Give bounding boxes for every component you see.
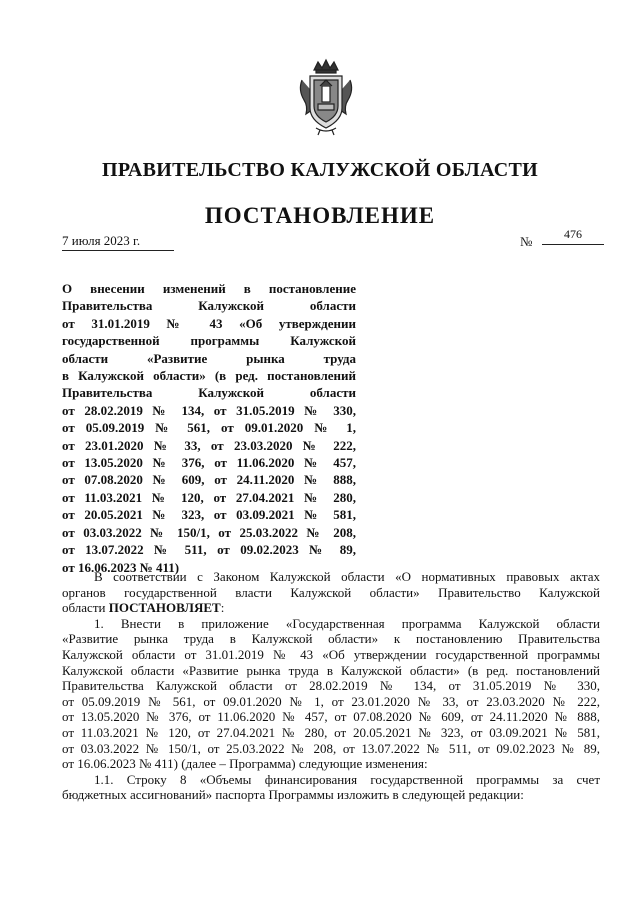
document-body <box>62 569 600 803</box>
text-line: от 13.05.2020 № 376, от 11.06.2020 № 457, от 07.08.2020 № 609, от 24.11.2020 № 888, <box>62 709 600 725</box>
text-line: от 07.08.2020 № 609, от 24.11.2020 № 888, <box>62 472 356 488</box>
document-type-title: ПОСТАНОВЛЕНИЕ <box>204 203 436 228</box>
text-line: от 13.07.2022 № 511, от 09.02.2023 № 89, <box>62 542 356 558</box>
text-line: от 03.03.2022 № 150/1, от 25.03.2022 № 208, <box>62 524 356 540</box>
preamble-text: области <box>62 600 109 616</box>
preamble-line: В соответствии с Законом Калужской области «О нормативных правовых актах <box>94 569 600 584</box>
document-number-block <box>520 227 604 247</box>
text-line: от 05.09.2019 № 561, от 09.01.2020 № 1, <box>62 420 356 436</box>
text-line: от 11.03.2021 № 120, от 27.04.2021 № 280, <box>62 489 356 505</box>
text-line: Правительства Калужской области <box>62 385 356 401</box>
item-1-1-paragraph <box>62 772 600 803</box>
document-date: 7 июля 2023 г. <box>62 233 174 251</box>
document-subject <box>62 280 356 576</box>
number-sign: № <box>520 234 533 249</box>
item-1-paragraph <box>62 616 600 772</box>
text-line: от 05.09.2019 № 561, от 09.01.2020 № 1, от 23.01.2020 № 33, от 23.03.2020 № 222, <box>62 693 600 709</box>
coat-of-arms-emblem-icon <box>296 56 356 136</box>
text-line: «Развитие рынка труда в Калужской области» к постановлению Правительства <box>62 631 600 647</box>
text-line: государственной программы Калужской <box>62 333 356 349</box>
resolves-keyword: ПОСТАНОВЛЯЕТ <box>108 600 221 616</box>
text-line: от 20.05.2021 № 323, от 03.09.2021 № 581, <box>62 507 356 523</box>
text-line: Калужской области «Развитие рынка труда в Калужской области» (в ред. постановлений <box>62 662 600 678</box>
text-line: от 31.01.2019 № 43 «Об утверждении <box>62 315 356 331</box>
text-line: Калужской области от 31.01.2019 № 43 «Об утверждении государственной программы <box>62 646 600 662</box>
text-line: от 16.06.2023 № 411) <box>62 559 180 575</box>
organization-title: ПРАВИТЕЛЬСТВО КАЛУЖСКОЙ ОБЛАСТИ <box>102 159 538 181</box>
preamble-line <box>62 600 600 616</box>
text-line: от 28.02.2019 № 134, от 31.05.2019 № 330, <box>62 402 356 418</box>
text-line: в Калужской области» (в ред. постановлений <box>62 368 356 384</box>
preamble-line: органов государственной власти Калужской области» Правительство Калужской <box>62 584 600 600</box>
text-line: Правительства Калужской области <box>62 298 356 314</box>
text-line: от 23.01.2020 № 33, от 23.03.2020 № 222, <box>62 437 356 453</box>
text-line: от 11.03.2021 № 120, от 27.04.2021 № 280, от 20.05.2021 № 323, от 03.09.2021 № 581, <box>62 724 600 740</box>
text-line: от 03.03.2022 № 150/1, от 25.03.2022 № 208, от 13.07.2022 № 511, от 09.02.2023 № 89, <box>62 740 600 756</box>
text-line: О внесении изменений в постановление <box>62 281 356 296</box>
text-line: Правительства Калужской области от 28.02.2019 № 134, от 31.05.2019 № 330, <box>62 678 600 694</box>
text-line: от 13.05.2020 № 376, от 11.06.2020 № 457, <box>62 455 356 471</box>
document-number: 476 <box>542 227 604 245</box>
preamble-punct: : <box>220 600 225 616</box>
text-line: бюджетных ассигнований» паспорта Программы изложить в следующей редакции: <box>62 787 524 803</box>
text-line: от 16.06.2023 № 411) (далее – Программа) следующие изменения: <box>62 756 428 772</box>
text-line: области «Развитие рынка труда <box>62 350 356 366</box>
text-line: 1.1. Строку 8 «Объемы финансирования государственной программы за счет <box>94 771 600 787</box>
text-line: 1. Внести в приложение «Государственная программа Калужской области <box>94 615 600 631</box>
